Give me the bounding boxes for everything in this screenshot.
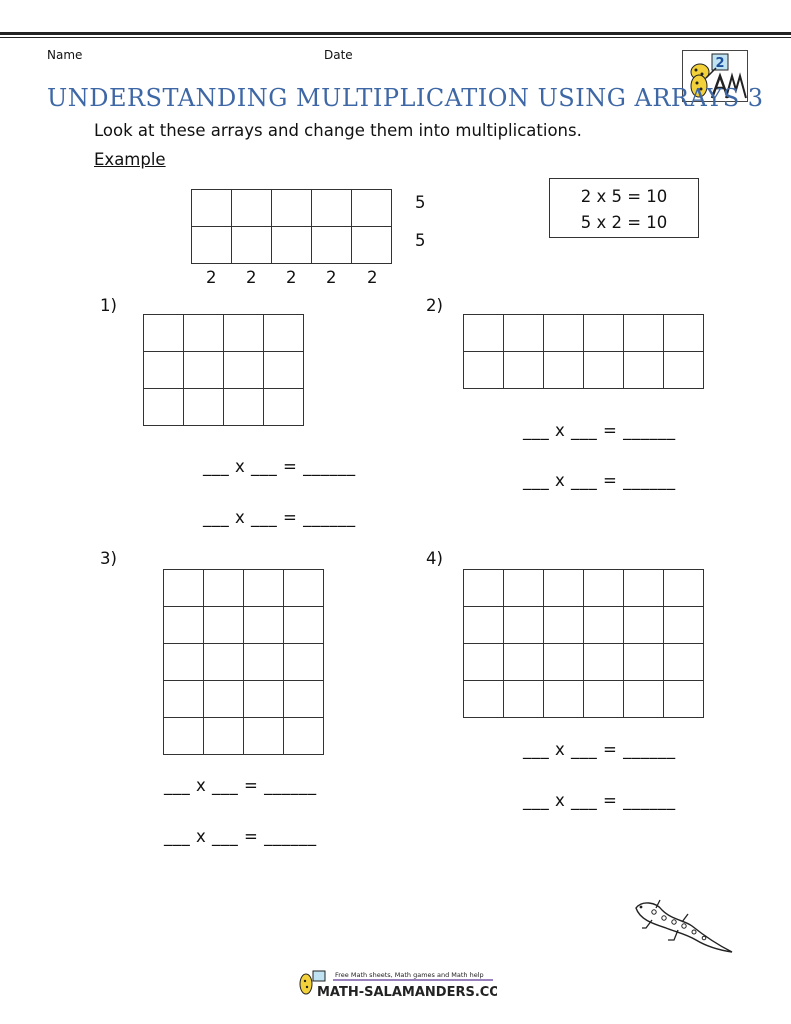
header-rule-thin: [0, 37, 791, 38]
example-answer-box: [549, 178, 699, 238]
example-column-label: 2: [326, 268, 337, 287]
problem-number: 1): [100, 296, 117, 315]
logo-badge: 2: [715, 56, 725, 71]
example-answer-line: 2 x 5 = 10: [580, 187, 668, 206]
example-answer-line: 5 x 2 = 10: [580, 213, 668, 232]
name-label: Name: [47, 48, 83, 62]
example-label: Example: [94, 150, 166, 169]
example-array: [191, 189, 392, 264]
example-row-label: 5: [415, 193, 426, 212]
date-label: Date: [324, 48, 353, 62]
example-column-label: 2: [367, 268, 378, 287]
problem-number: 2): [426, 296, 443, 315]
example-column-label: 2: [286, 268, 297, 287]
answer-blank-1[interactable]: ___ x ___ = ______: [523, 740, 676, 759]
footer-tagline: Free Math sheets, Math games and Math help: [335, 971, 484, 979]
header-rule-thick: [0, 32, 791, 35]
problem-2-array: [463, 314, 704, 389]
answer-blank-2[interactable]: ___ x ___ = ______: [523, 471, 676, 490]
footer-site: MATH-SALAMANDERS.COM: [317, 985, 497, 1000]
problem-number: 3): [100, 549, 117, 568]
answer-blank-2[interactable]: ___ x ___ = ______: [523, 791, 676, 810]
answer-blank-2[interactable]: ___ x ___ = ______: [203, 508, 356, 527]
salamander-illustration: [632, 898, 736, 960]
example-column-label: 2: [206, 268, 217, 287]
page-title: UNDERSTANDING MULTIPLICATION USING ARRAYS 3: [47, 84, 764, 112]
example-row-label: 5: [415, 231, 426, 250]
footer-logo: [297, 968, 497, 1000]
footer-brand-icon: [297, 968, 497, 1000]
answer-blank-1[interactable]: ___ x ___ = ______: [164, 776, 317, 795]
answer-blank-2[interactable]: ___ x ___ = ______: [164, 827, 317, 846]
salamander-icon: [632, 898, 736, 960]
example-column-label: 2: [246, 268, 257, 287]
answer-blank-1[interactable]: ___ x ___ = ______: [203, 457, 356, 476]
answer-blank-1[interactable]: ___ x ___ = ______: [523, 421, 676, 440]
problem-number: 4): [426, 549, 443, 568]
problem-1-array: [143, 314, 304, 426]
problem-4-array: [463, 569, 704, 718]
problem-3-array: [163, 569, 324, 755]
instructions: Look at these arrays and change them into multiplications.: [94, 121, 582, 140]
